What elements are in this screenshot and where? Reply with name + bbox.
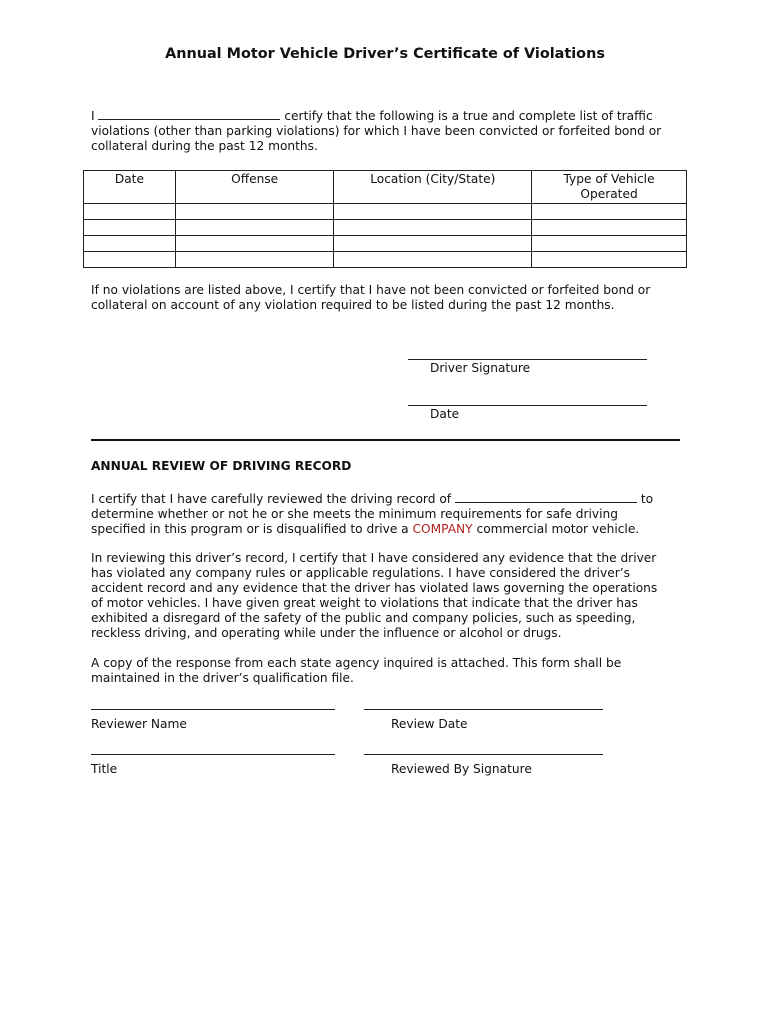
reviewed-by-signature-line[interactable] bbox=[364, 754, 603, 755]
company-name: COMPANY bbox=[412, 522, 473, 536]
review-p2-line: accident record and any evidence that the driver has violated laws governing the operations bbox=[91, 581, 658, 595]
review-p2-line: of motor vehicles. I have given great weight to violations that indicate that the driver has bbox=[91, 596, 638, 610]
certify-text-line1: certify that the following is a true and complete list of traffic bbox=[284, 109, 653, 123]
review-p2-line: exhibited a disregard of the safety of the public and company policies, such as speeding, bbox=[91, 611, 636, 625]
header-location: Location (City/State) bbox=[334, 171, 532, 204]
table-header-row bbox=[84, 171, 687, 204]
header-vehicle-type: Type of Vehicle Operated bbox=[532, 171, 687, 204]
violations-table bbox=[83, 170, 687, 268]
table-cell[interactable] bbox=[532, 252, 687, 268]
certify-text-line2: violations (other than parking violations) for which I have been convicted or forfeited bond or bbox=[91, 124, 662, 138]
reviewer-name-label: Reviewer Name bbox=[91, 717, 187, 731]
driver-signature-label: Driver Signature bbox=[430, 361, 531, 375]
driver-name-field[interactable] bbox=[98, 108, 280, 120]
table-cell[interactable] bbox=[334, 236, 532, 252]
no-violations-line2: collateral on account of any violation required to be listed during the past 12 months. bbox=[91, 298, 615, 312]
table-cell[interactable] bbox=[175, 220, 334, 236]
review-date-line[interactable] bbox=[364, 709, 603, 710]
driver-signature-line[interactable] bbox=[408, 359, 647, 360]
reviewed-driver-name-field[interactable] bbox=[455, 491, 637, 503]
no-violations-line1: If no violations are listed above, I certify that I have not been convicted or forfeited bond or bbox=[91, 283, 651, 297]
review-p1-part2: to bbox=[640, 492, 654, 506]
table-cell[interactable] bbox=[334, 252, 532, 268]
certify-prefix: I bbox=[91, 109, 95, 123]
page-title: Annual Motor Vehicle Driver’s Certificate of Violations bbox=[165, 46, 605, 62]
table-cell[interactable] bbox=[175, 204, 334, 220]
table-cell[interactable] bbox=[532, 220, 687, 236]
table-cell[interactable] bbox=[175, 236, 334, 252]
reviewed-by-signature-label: Reviewed By Signature bbox=[391, 762, 532, 776]
review-paragraph-1 bbox=[91, 491, 691, 537]
review-p1-line2: determine whether or not he or she meets the minimum requirements for safe driving bbox=[91, 507, 618, 521]
section-divider bbox=[91, 439, 680, 441]
no-violations-paragraph bbox=[91, 283, 691, 313]
table-row bbox=[84, 204, 687, 220]
review-heading: ANNUAL REVIEW OF DRIVING RECORD bbox=[91, 459, 352, 473]
review-date-label: Review Date bbox=[391, 717, 468, 731]
table-cell[interactable] bbox=[84, 252, 176, 268]
header-offense: Offense bbox=[175, 171, 334, 204]
table-cell[interactable] bbox=[175, 252, 334, 268]
certify-text-line3: collateral during the past 12 months. bbox=[91, 139, 318, 153]
review-p2-line: In reviewing this driver’s record, I certify that I have considered any evidence that the driver bbox=[91, 551, 657, 565]
title-line[interactable] bbox=[91, 754, 335, 755]
date-label: Date bbox=[430, 407, 460, 421]
date-line[interactable] bbox=[408, 405, 647, 406]
review-p1-part1: I certify that I have carefully reviewed the driving record of bbox=[91, 492, 452, 506]
title-label: Title bbox=[91, 762, 118, 776]
reviewer-name-line[interactable] bbox=[91, 709, 335, 710]
certification-paragraph bbox=[91, 108, 691, 154]
review-p3-line: A copy of the response from each state agency inquired is attached. This form shall be bbox=[91, 656, 622, 670]
review-p2-line: has violated any company rules or applicable regulations. I have considered the driver’s bbox=[91, 566, 630, 580]
review-paragraph-2 bbox=[91, 551, 691, 641]
review-p1-line3b: commercial motor vehicle. bbox=[476, 522, 640, 536]
table-cell[interactable] bbox=[334, 220, 532, 236]
table-row bbox=[84, 220, 687, 236]
header-date: Date bbox=[84, 171, 176, 204]
review-p2-line: reckless driving, and operating while under the influence or alcohol or drugs. bbox=[91, 626, 562, 640]
table-cell[interactable] bbox=[84, 236, 176, 252]
review-p1-line3a: specified in this program or is disqualified to drive a bbox=[91, 522, 409, 536]
review-p3-line: maintained in the driver’s qualification file. bbox=[91, 671, 354, 685]
table-cell[interactable] bbox=[84, 220, 176, 236]
table-row bbox=[84, 236, 687, 252]
review-paragraph-3 bbox=[91, 656, 691, 686]
table-row bbox=[84, 252, 687, 268]
table-cell[interactable] bbox=[334, 204, 532, 220]
table-cell[interactable] bbox=[532, 236, 687, 252]
table-cell[interactable] bbox=[532, 204, 687, 220]
table-cell[interactable] bbox=[84, 204, 176, 220]
